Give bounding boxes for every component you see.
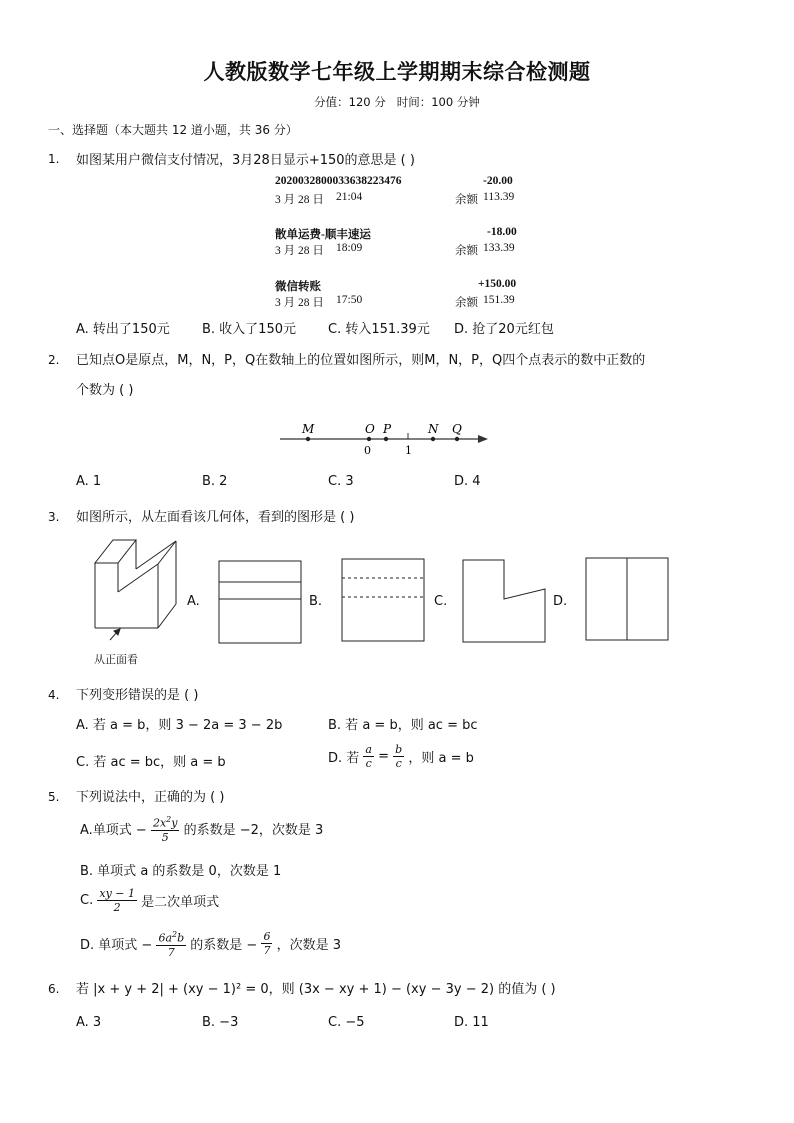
txn-2-time: 18:09 (336, 242, 363, 254)
txn-1-time: 21:04 (336, 191, 363, 203)
section-heading: 一、选择题（本大题共 12 道小题，共 36 分） (48, 123, 298, 137)
q3-stem: 如图所示，从左面看该几何体，看到的图形是 ( ) (76, 510, 355, 525)
q5-option-a[interactable] (80, 813, 323, 844)
q5-option-d-middle: 的系数是 − (190, 937, 258, 953)
fraction-xy-minus-1-over-2: $\frac{xy - 1}{2}$ (99, 887, 135, 914)
q6-option-c[interactable]: C. −5 (328, 1015, 365, 1030)
txn-2-balance: 133.39 (483, 242, 515, 254)
txn-1-date: 3 月 28 日 (275, 194, 324, 206)
q4-stem: 下列变形错误的是 ( ) (76, 688, 199, 703)
q2-stem-line2: 个数为 ( ) (76, 383, 134, 398)
q3-option-b-label[interactable]: B. (309, 594, 323, 609)
label-one: 1 (405, 444, 412, 457)
q1-stem: 如图某用户微信支付情况，3月28日显示+150的意思是 ( ) (76, 153, 415, 168)
solid-top-left-face (95, 540, 136, 563)
q2-option-a[interactable]: A. 1 (76, 474, 102, 489)
q3-number: 3. (48, 510, 60, 524)
q4-option-b[interactable]: B. 若 a = b，则 ac = bc (328, 718, 478, 733)
txn-2-amount: -18.00 (487, 226, 517, 238)
point-m (306, 437, 310, 441)
txn-1-amount: -20.00 (483, 175, 513, 187)
q3-option-a-figure[interactable] (218, 560, 304, 646)
q2-number: 2. (48, 353, 60, 367)
point-n (431, 437, 435, 441)
q4-option-d-suffix: ，则 a = b (408, 751, 474, 766)
txn-3-time: 17:50 (336, 294, 363, 306)
q4-number: 4. (48, 688, 60, 702)
txn-3-title: 微信转账 (275, 281, 321, 293)
q4-option-d-prefix: D. 若 (328, 751, 360, 766)
q2-option-c[interactable]: C. 3 (328, 474, 354, 489)
fraction-b-over-c: $\frac{b}{c}$ (395, 743, 403, 770)
q4-option-d[interactable]: D. 若 $\frac{a}{c}$ = $\frac{b}{c}$ ，则 a = b (328, 743, 474, 770)
fraction-6a2b-over-7: $\frac{6a^2b}{7}$ (158, 930, 185, 959)
q5-stem: 下列说法中，正确的为 ( ) (76, 790, 225, 805)
q5-number: 5. (48, 790, 60, 804)
point-p (384, 437, 388, 441)
point-o (367, 437, 371, 441)
q2-option-d[interactable]: D. 4 (454, 474, 481, 489)
q2-option-b[interactable]: B. 2 (202, 474, 228, 489)
label-q: Q (452, 422, 462, 436)
score-label: 分值：120 分 (314, 95, 386, 109)
txn-1-balance-label: 余额 (455, 194, 478, 206)
q3-option-b-figure[interactable] (341, 558, 427, 644)
label-n: N (428, 422, 439, 436)
txn-1-title: 20200328000336382234​76 (275, 175, 402, 187)
q3-option-d-label[interactable]: D. (553, 594, 568, 609)
q5-option-b[interactable]: B. 单项式 a 的系数是 0，次数是 1 (80, 864, 282, 879)
txn-2-date: 3 月 28 日 (275, 245, 324, 257)
txn-2-title: 散单运费-顺丰速运 (275, 229, 371, 241)
time-label: 时间：100 分钟 (396, 95, 480, 109)
q5-option-c-suffix: 是二次单项式 (141, 895, 220, 910)
txn-3-balance-label: 余额 (455, 297, 478, 309)
txn-3-date: 3 月 28 日 (275, 297, 324, 309)
fraction-a-over-c: $\frac{a}{c}$ (365, 743, 372, 770)
q2-stem-line1: 已知点O是原点，M，N，P，Q在数轴上的位置如图所示，则M，N，P，Q四个点表示的数中正数的 (76, 353, 646, 368)
q1-number: 1. (48, 152, 60, 166)
label-m: M (302, 422, 315, 436)
q1-option-a[interactable]: A. 转出了150元 (76, 322, 170, 337)
label-o: O (365, 422, 375, 436)
q1-option-d[interactable]: D. 抢了20元红包 (454, 322, 554, 337)
number-line-arrow (478, 435, 488, 443)
q3-option-d-figure[interactable] (585, 557, 671, 643)
q6-number: 6. (48, 982, 60, 996)
point-q (455, 437, 459, 441)
q5-option-c-prefix: C. (80, 893, 94, 908)
q5-option-c[interactable] (80, 887, 219, 914)
q5-option-d-prefix: D. 单项式 − (80, 937, 153, 953)
txn-1-balance: 113.39 (483, 191, 515, 203)
txn-3-amount: +150.00 (478, 278, 517, 290)
txn-3-balance: 151.39 (483, 294, 515, 306)
q5-option-d[interactable] (80, 928, 341, 959)
q6-option-a[interactable]: A. 3 (76, 1015, 102, 1030)
q6-option-b[interactable]: B. −3 (202, 1015, 239, 1030)
solid-figure (86, 536, 192, 646)
q4-option-c[interactable]: C. 若 ac = bc，则 a = b (76, 755, 226, 770)
number-line-figure (270, 414, 500, 460)
fraction-6-over-7: $\frac{6}{7}$ (263, 929, 271, 957)
label-zero: 0 (364, 444, 371, 457)
q5-option-a-prefix: A.单项式 − (80, 822, 147, 838)
q4-option-a[interactable]: A. 若 a = b，则 3 − 2a = 3 − 2b (76, 718, 283, 733)
q6-option-d[interactable]: D. 11 (454, 1015, 489, 1030)
front-view-caption: 从正面看 (94, 653, 138, 666)
page-title: 人教版数学七年级上学期期末综合检测题 (203, 59, 591, 84)
q1-option-c[interactable]: C. 转入151.39元 (328, 322, 430, 337)
q1-option-b[interactable]: B. 收入了150元 (202, 322, 296, 337)
label-p: P (383, 422, 392, 436)
q3-option-c-label[interactable]: C. (434, 594, 448, 609)
q5-option-d-suffix: ，次数是 3 (276, 937, 342, 953)
txn-2-balance-label: 余额 (455, 245, 478, 257)
exam-info (0, 94, 794, 110)
q3-option-c-figure[interactable] (462, 559, 548, 645)
fraction-2x2y-over-5: $\frac{2x^2y}{5}$ (152, 815, 178, 844)
q3-option-a-label[interactable]: A. (187, 594, 200, 609)
q5-option-a-suffix: 的系数是 −2，次数是 3 (183, 822, 324, 838)
q6-stem: 若 |x + y + 2| + (xy − 1)² = 0，则 (3x − xy + 1) − (xy − 3y − 2) 的值为 ( ) (76, 982, 556, 997)
